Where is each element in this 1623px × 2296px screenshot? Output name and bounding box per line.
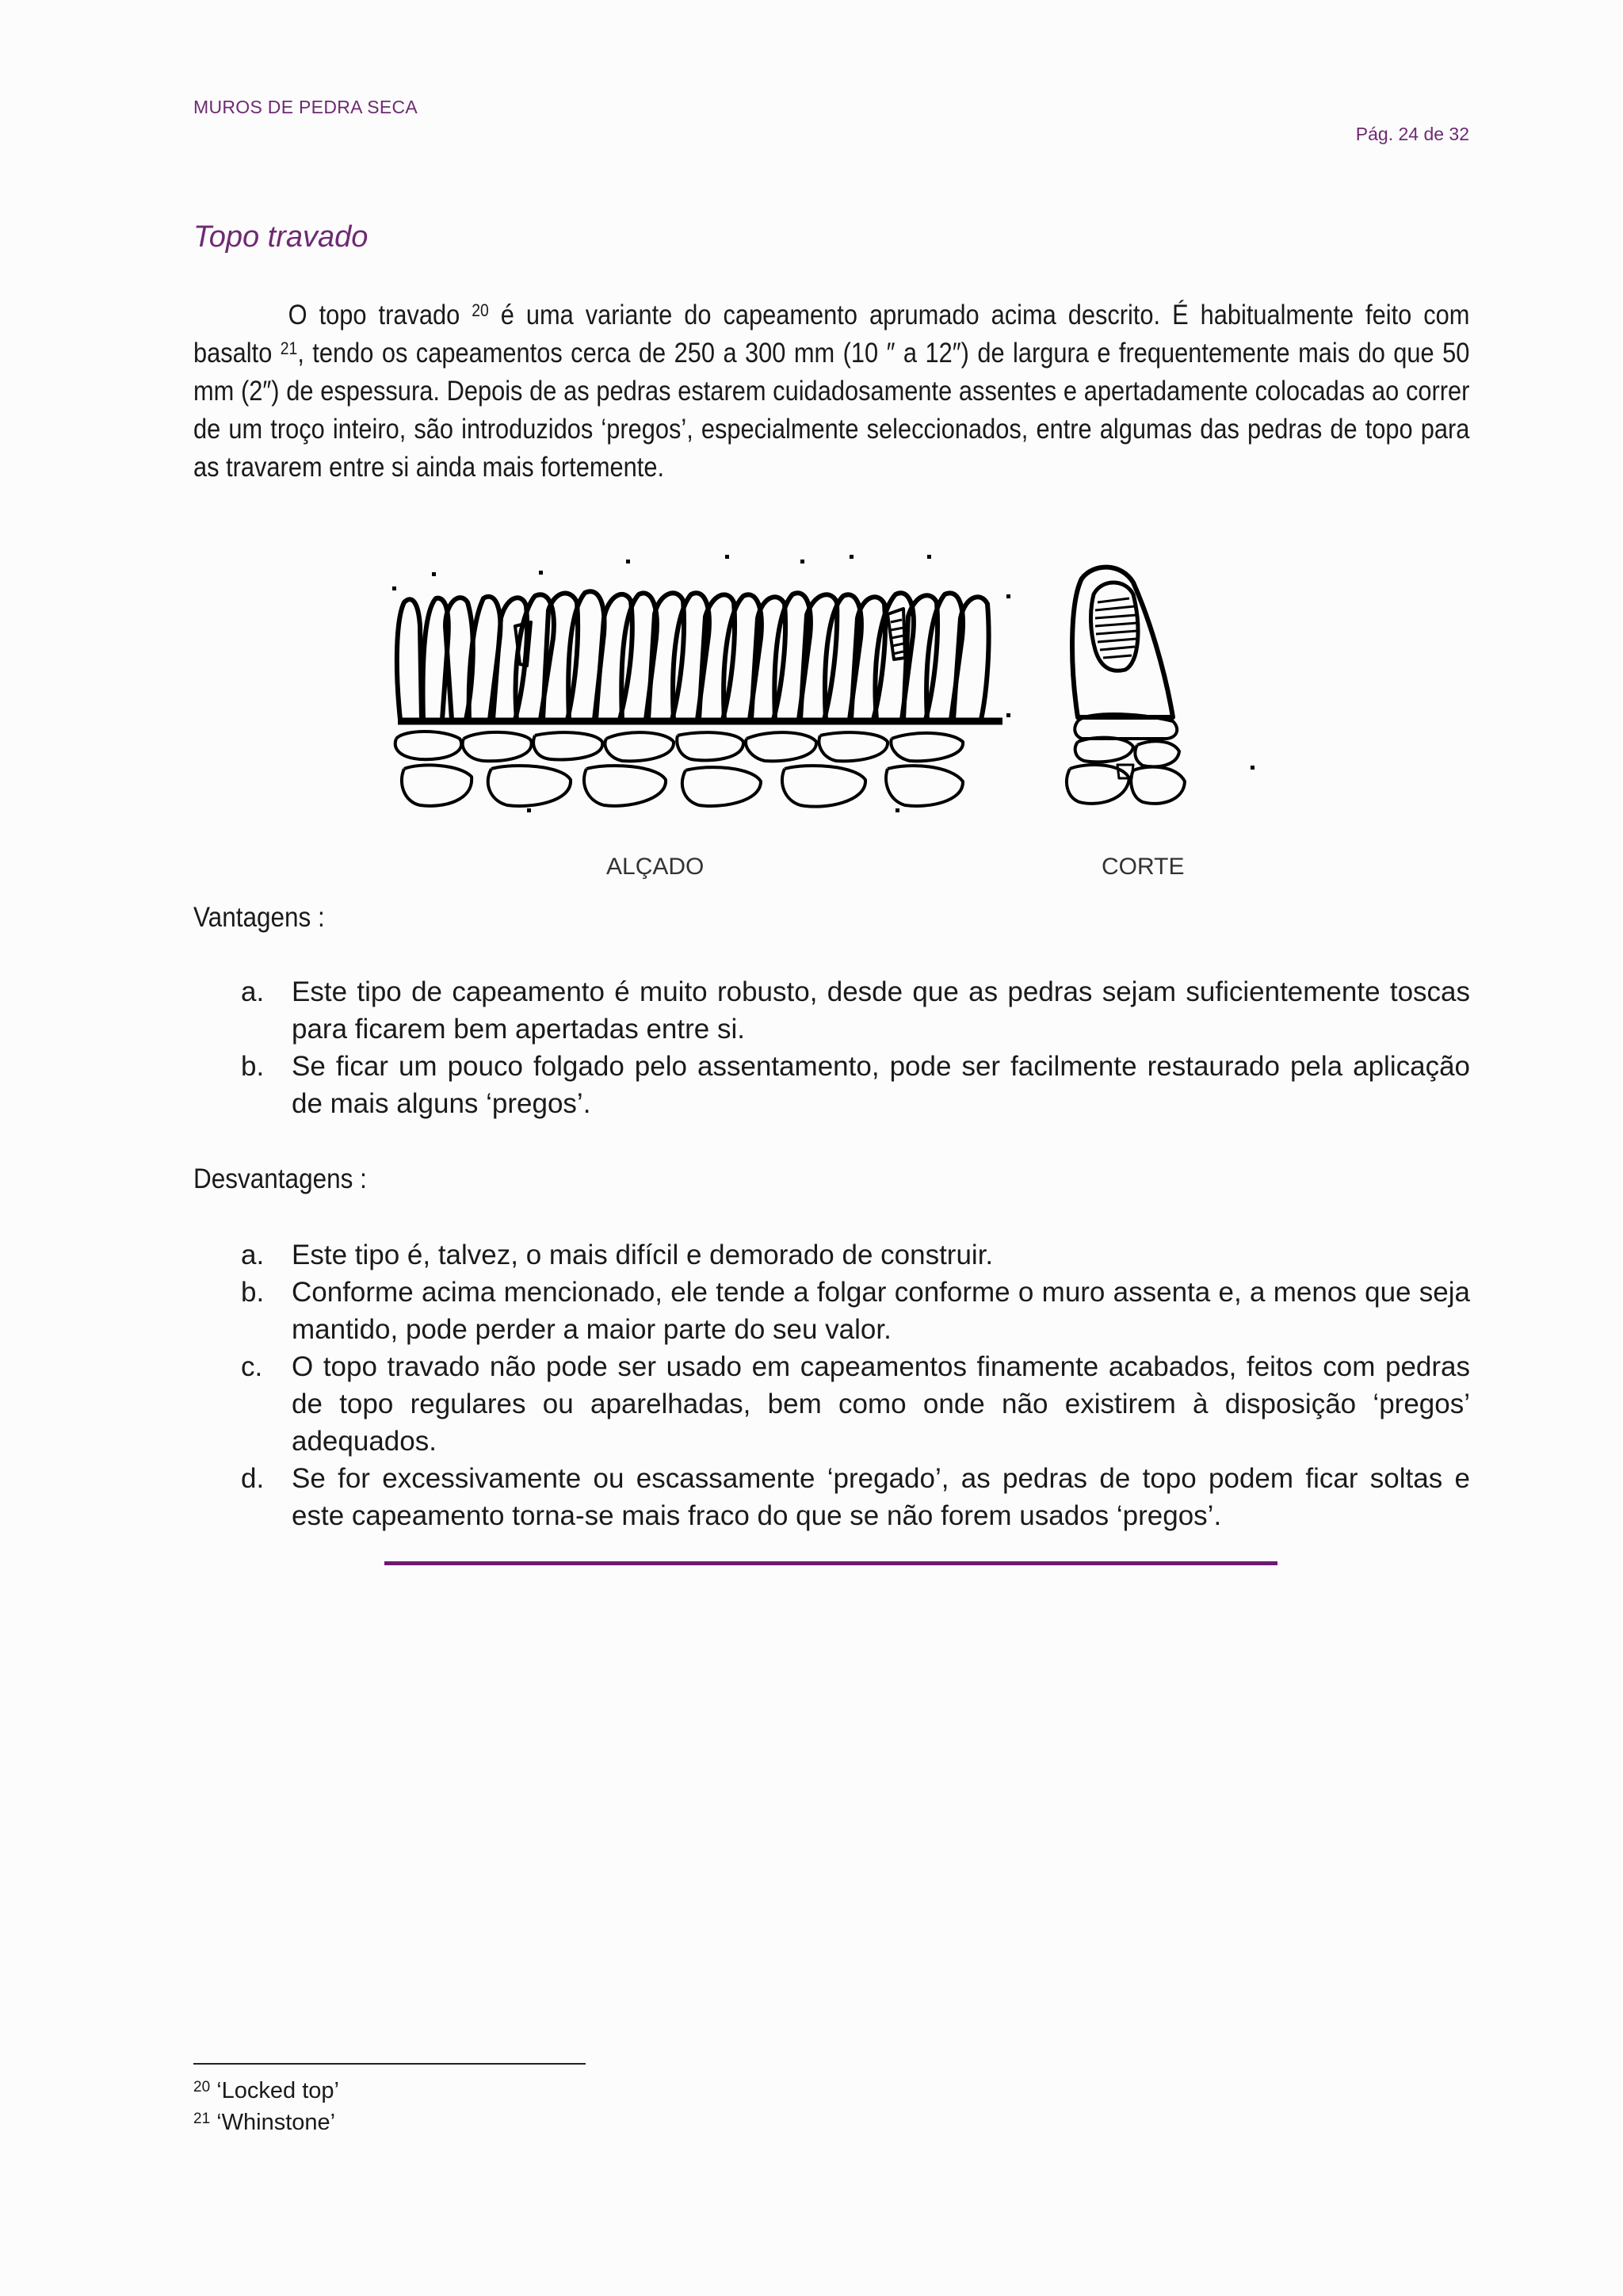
list-item-text: Este tipo de capeamento é muito robusto, desde que as pedras sejam suficientemente toscas para ficarem bem apertadas entre si. [292,976,1470,1045]
list-item-text: Conforme acima mencionado, ele tende a folgar conforme o muro assenta e, a menos que seja mantido, pode perder a maior parte do seu valor. [292,1277,1470,1345]
section-drawing [1067,567,1185,804]
list-marker: b. [241,1051,265,1082]
disadvantages-list [238,1236,1470,1534]
list-item [238,1048,1470,1122]
paragraph-text-1: O topo travado [288,300,472,330]
list-item [238,973,1470,1048]
intro-paragraph [193,296,1469,487]
list-item [238,1348,1470,1460]
advantages-list [238,973,1470,1122]
footnote-20 [193,2078,339,2104]
footnote-number: 21 [193,2111,211,2127]
locked-top-illustration [372,531,1276,848]
list-item [238,1460,1470,1534]
section-divider [384,1561,1277,1565]
list-item-text: Se for excessivamente ou escassamente ‘pregado’, as pedras de topo podem ficar soltas e este capeamento torna-se mais fraco do que se não forem usados ‘pregos’. [292,1463,1470,1531]
footnote-ref-21[interactable]: 21 [280,338,298,358]
list-item [238,1236,1470,1274]
list-item-text: Este tipo é, talvez, o mais difícil e demorado de construir. [292,1240,994,1270]
list-item-text: O topo travado não pode ser usado em capeamentos finamente acabados, feitos com pedras de topo regulares ou aparelhadas, bem como onde não existirem à disposição ‘pregos’ adequados. [292,1351,1470,1457]
footnote-text: ‘Locked top’ [216,2078,339,2103]
page-number: Pág. 24 de 32 [1355,124,1469,144]
caption-corte: CORTE [1102,854,1185,880]
list-marker: b. [241,1277,265,1308]
list-item-text: Se ficar um pouco folgado pelo assentamento, pode ser facilmente restaurado pela aplicação de mais alguns ‘pregos’. [292,1051,1470,1119]
footnote-separator [193,2063,586,2065]
footnote-ref-20[interactable]: 20 [472,300,489,320]
advantages-heading: Vantagens : [193,902,325,933]
disadvantages-heading: Desvantagens : [193,1163,367,1194]
footnote-21 [193,2110,335,2136]
list-marker: a. [241,1240,265,1270]
section-heading: Topo travado [193,220,369,254]
footnote-text: ‘Whinstone’ [216,2110,336,2135]
caption-alcado: ALÇADO [606,854,705,880]
list-marker: d. [241,1463,265,1494]
list-marker: c. [241,1351,263,1382]
list-item [238,1274,1470,1348]
paragraph-text-3: , tendo os capeamentos cerca de 250 a 300 mm (10 ″ a 12″) de largura e frequentemente mais do que 50 mm (2″) de espessura. Depois de as pedras estarem cuidadosamente assentes e apertadamente colocadas ao correr de um troço inteiro, são introduzidos ‘pregos’, especialmente seleccionados, entre algumas das pedras de topo para as travarem entre si ainda mais fortemente. [193,338,1470,483]
footnote-number: 20 [193,2079,211,2095]
list-marker: a. [241,976,265,1007]
paragraph-text-2: é uma variante do capeamento aprumado acima descrito. É habitualmente feito com basalto [193,300,1470,369]
document-header-title: MUROS DE PEDRA SECA [193,97,418,117]
elevation-drawing [395,591,1002,806]
